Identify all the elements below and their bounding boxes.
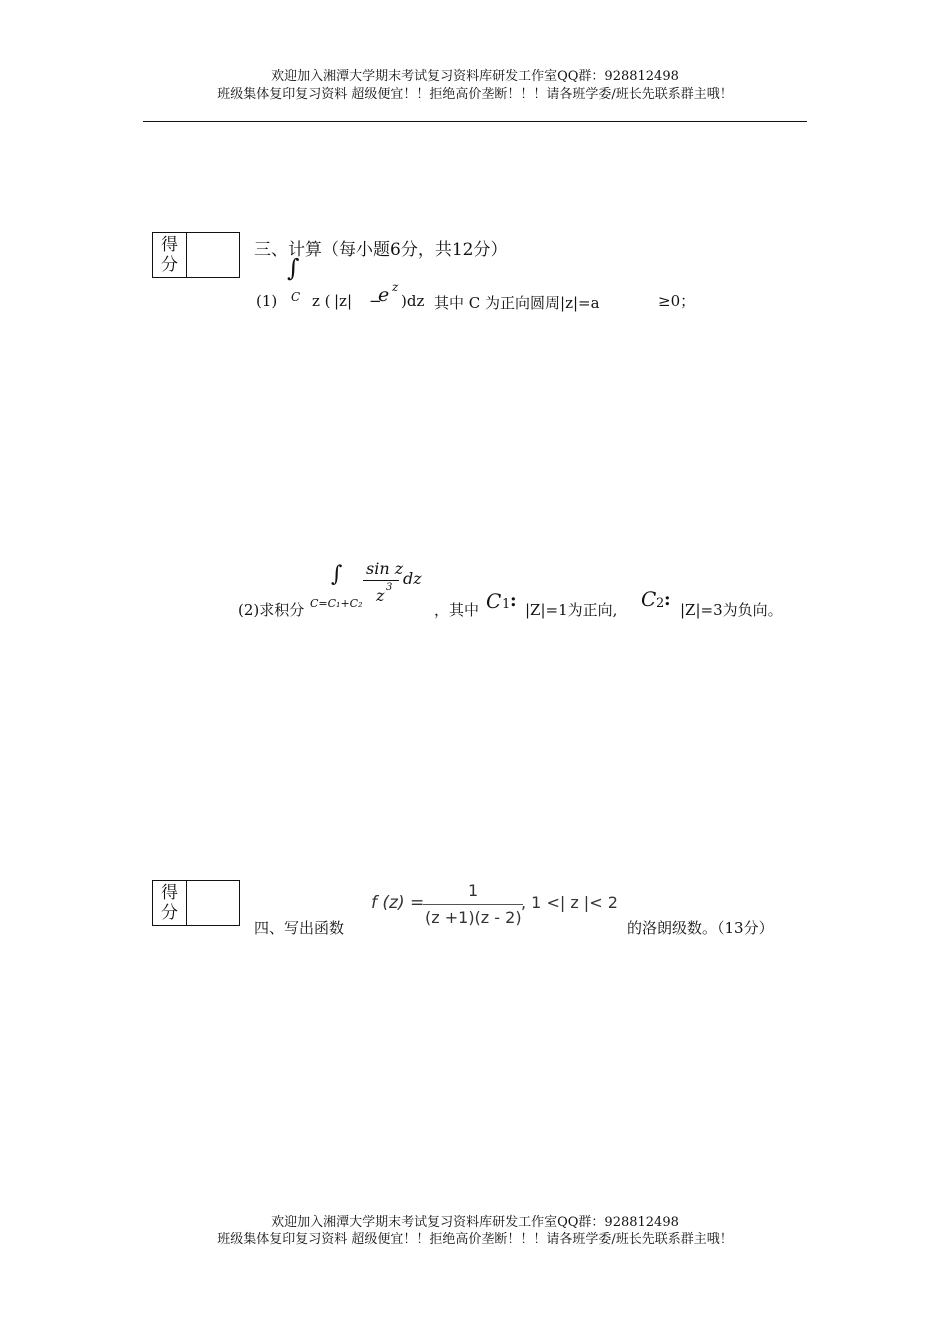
q4-suffix: 的洛朗级数。（13分） — [627, 919, 774, 937]
score-box-label — [153, 881, 187, 925]
q2-text-qizhong: ，其中 — [434, 601, 480, 619]
q2-denominator: z — [376, 586, 385, 605]
q2-c1-colon: : — [510, 590, 517, 611]
score-box-label — [153, 233, 187, 277]
q2-c2-definition: |Z|=3为负向。 — [680, 601, 783, 619]
footer-line-1: 欢迎加入湘潭大学期末考试复习资料库研发工作室QQ群：928812498 — [271, 1215, 679, 1230]
q2-c1-sub: 1 — [502, 597, 511, 612]
score-label-de: 得 — [161, 235, 178, 255]
q1-abs-z: |z| — [334, 292, 353, 310]
section-3-title: 三、计算（每小题6分，共12分） — [254, 240, 508, 260]
score-label-de: 得 — [161, 883, 178, 903]
q4-domain: , 1 <| z |< 2 — [521, 893, 618, 912]
footer-line-2: 班级集体复印复习资料 超级便宜！！拒绝高价垄断！！！请各班学委/班长先联系群主哦！ — [217, 1232, 733, 1247]
q4-fraction-bar — [423, 904, 523, 905]
header-line-2: 班级集体复印复习资料 超级便宜！！拒绝高价垄断！！！请各班学委/班长先联系群主哦！ — [217, 87, 733, 102]
q1-expr-start: z ( — [312, 292, 331, 310]
q1-condition: 其中 C 为正向圆周|z|=a — [434, 294, 600, 312]
q2-numerator: sin z — [366, 559, 404, 578]
q2-prefix: (2)求积分 — [238, 601, 305, 619]
score-label-fen: 分 — [161, 903, 178, 923]
score-box-section-4 — [152, 880, 240, 926]
q2-c1: C — [486, 589, 502, 613]
q2-integral-sign: ∫ — [331, 562, 343, 587]
q2-c2: C — [641, 587, 657, 611]
q1-exp-sup: z — [392, 280, 399, 294]
q4-denominator: (z +1)(z - 2) — [425, 908, 522, 927]
q1-expr-end: )dz — [401, 292, 425, 310]
q4-function-lhs: f (z) = — [371, 893, 425, 913]
header-line-1: 欢迎加入湘潭大学期末考试复习资料库研发工作室QQ群：928812498 — [271, 69, 679, 84]
q2-fraction-bar — [363, 580, 399, 581]
q2-c2-sub: 2 — [656, 596, 665, 611]
q2-c1-definition: |Z|=1为正向, — [525, 601, 618, 619]
q2-dz: dz — [403, 569, 422, 588]
q2-c2-colon: : — [664, 589, 671, 610]
header-rule — [143, 121, 807, 122]
q1-contour-label: C — [291, 290, 301, 304]
q1-exp-base: e — [378, 284, 390, 306]
q2-denominator-sup: 3 — [386, 582, 393, 593]
section-4-title: 四、写出函数 — [254, 919, 345, 937]
q4-numerator: 1 — [468, 881, 479, 900]
q1-integral-sign: ∫ — [287, 254, 300, 282]
score-box-section-3 — [152, 232, 240, 278]
q2-contour-label: C=C₁+C₂ — [310, 597, 363, 610]
score-label-fen: 分 — [161, 255, 178, 275]
q1-geq: ≥0； — [658, 292, 696, 310]
q1-minus: − — [369, 292, 382, 310]
q1-number: (1) — [256, 292, 278, 310]
